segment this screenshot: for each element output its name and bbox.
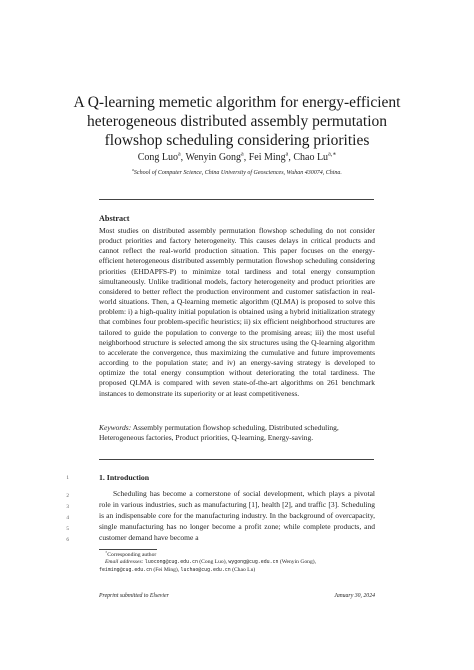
footnote-rule: [99, 549, 157, 550]
author-mark: a: [241, 151, 244, 158]
email-label: Email addresses:: [105, 559, 144, 566]
author-list: Cong Luo$^a$, Wenyin Gong$^a$, Fei Ming$^a$, Chao $Lu^{a,∗}$: [137, 151, 337, 163]
affiliation: [40, 169, 434, 177]
email-owner: (Chao Lu): [232, 566, 256, 573]
email-address[interactable]: luchao@cug.edu.cn: [180, 566, 231, 573]
author-mark: a,∗: [328, 151, 337, 158]
affiliation-mark: a: [132, 168, 134, 172]
keywords-label: Keywords:: [99, 423, 132, 432]
title-line: flowshop scheduling considering priorities: [104, 132, 370, 149]
author-name: Wenyin Gong: [185, 152, 242, 163]
email-owner: (Wenyin Gong),: [279, 559, 317, 566]
line-number: 3: [66, 504, 69, 510]
email-address[interactable]: wygong@cug.edu.cn: [228, 559, 279, 566]
author-mark: a: [177, 151, 181, 158]
email-owner: (Fei Ming),: [153, 566, 180, 573]
author-name: Fei Ming: [248, 152, 286, 163]
email-owner: (Cong Luo),: [199, 559, 227, 566]
line-number: 1: [66, 475, 69, 481]
line-number: 4: [66, 515, 69, 521]
author-name: Chao Lu: [293, 152, 329, 163]
author-mark: a: [285, 151, 289, 158]
preprint-date: January 30, 2024: [334, 593, 375, 599]
email-address[interactable]: feiming@cug.edu.cn: [99, 566, 152, 573]
introduction-paragraph: Scheduling has become a cornerstone of social development, which plays a pivotal role in various industries, such as manufacturing [1], health [2], and traffic [3]. Scheduling is an indispensable core for the manufacturing industry. In the background of overcapacity, single manufacturing has no longer become a profit zone; while complete products, and customer demand have become a: [99, 489, 375, 543]
abstract-heading: Abstract: [99, 214, 130, 223]
line-number: 6: [66, 537, 69, 543]
abstract-text: Most studies on distributed assembly permutation flowshop scheduling do not consider product priorities and factory heterogeneity. This causes delays in critical products and cannot reflect the real-world production situation. This paper focuses on the energy-efficient heterogeneous distributed assembly permutation flowshop scheduling considering priorities (EHDAPFS-P) to minimize total tardiness and total energy consumption simultaneously. Unlike traditional models, factory heterogeneity and product priorities are considered to better reflect the production environment and customer satisfaction in real-world situations. Then, a Q-learning memetic algorithm (QLMA) is proposed to solve this problem: i) a high-quality initial population is obtained using a hybrid initialization strategy that combines four problem-specific heuristics; ii) six efficient neighborhood structures are tailored to guide the population to converge to the promising areas; iii) the most useful neighborhood structure is selected among the six structures using the Q-learning algorithm to accelerate the convergence, thus maximizing the cumulative and future improvements according to the population state; and iv) an energy-saving strategy is developed to optimize the total energy consumption without deteriorating the total tardiness. The proposed QLMA is compared with seven state-of-the-art algorithms on 261 benchmark instances to demonstrate its superiority or at least competitiveness.: [99, 226, 375, 398]
email-address[interactable]: luocong@cug.edu.cn: [144, 559, 198, 566]
keywords-text: Assembly permutation flowshop scheduling, Distributed scheduling, Heterogeneous factories, Product priorities, Q-learning, Energy-saving.: [99, 423, 339, 443]
abstract-bottom-rule: [99, 459, 374, 460]
author-name: Cong Luo: [137, 152, 178, 163]
line-number: 2: [66, 493, 69, 499]
introduction-text: [99, 488, 375, 543]
footnote-mark: ∗: [105, 550, 108, 555]
keywords: [99, 423, 375, 443]
footnotes: [99, 552, 375, 574]
corresponding-author-note: Corresponding author: [107, 552, 157, 558]
line-number: 5: [66, 526, 69, 532]
preprint-note: Preprint submitted to Elsevier: [99, 593, 169, 599]
abstract-top-rule: [99, 199, 374, 200]
paper-title: [40, 93, 434, 150]
affiliation-text: School of Computer Science, China University of Geosciences, Wuhan 430074, China.: [133, 170, 342, 176]
section-heading: 1. Introduction: [99, 473, 150, 482]
title-line: A Q-learning memetic algorithm for energy-efficient: [73, 94, 401, 111]
title-line: heterogeneous distributed assembly permutation: [86, 113, 388, 130]
